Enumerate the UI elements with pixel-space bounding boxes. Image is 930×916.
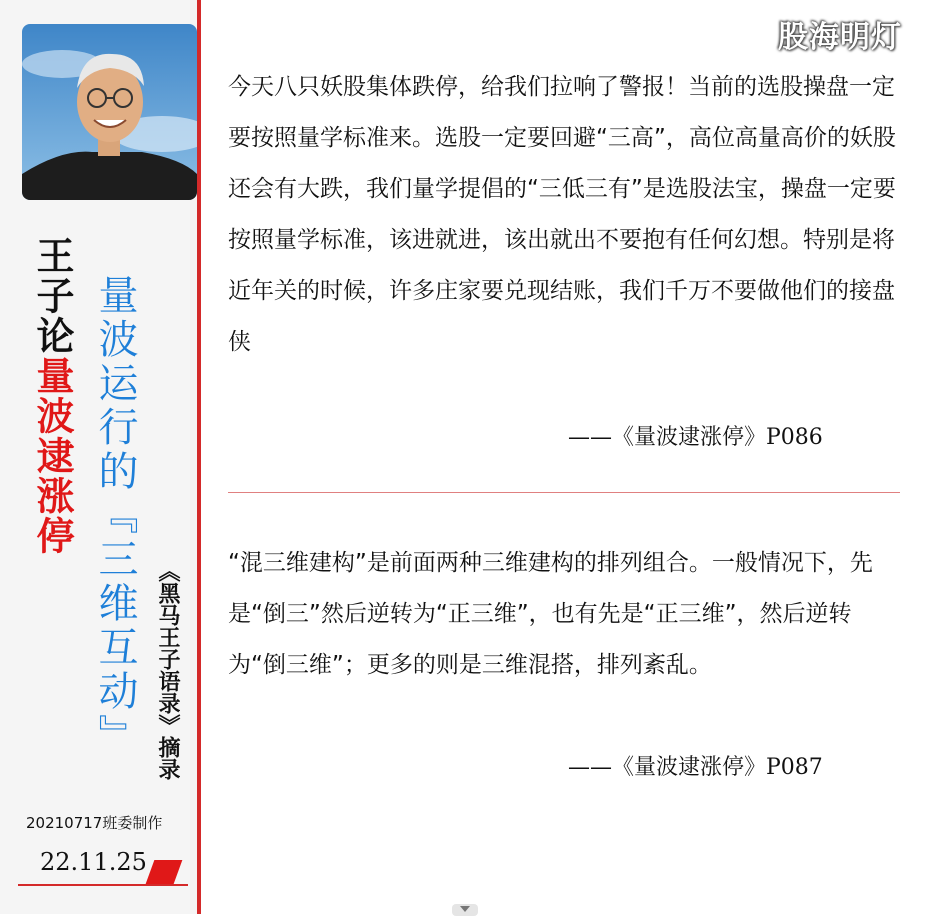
date-flag-decoration — [146, 860, 183, 884]
sidebar — [0, 0, 197, 914]
portrait-photo — [22, 24, 197, 200]
date-underline — [18, 884, 188, 886]
main-title-red: 量波逮涨停 — [30, 356, 74, 556]
subtitle: 量波运行的『三维互动』 — [92, 274, 138, 758]
sidebar-divider — [197, 0, 201, 914]
chevron-down-icon — [460, 906, 470, 912]
quote-citation-2: ——《量波逮涨停》P087 — [568, 755, 823, 780]
quote-citation-1: ——《量波逮涨停》P086 — [568, 425, 823, 450]
brand-watermark: 股海明灯 — [778, 20, 902, 55]
main-title-black: 王子论 — [30, 236, 74, 356]
section-separator — [228, 492, 900, 493]
date-label: 22.11.25 — [40, 848, 147, 876]
source-label: 《黑马王子语录》摘录 — [155, 560, 181, 780]
maker-label: 20210717班委制作 — [26, 814, 163, 832]
scroll-down-button[interactable] — [452, 904, 478, 916]
quote-text-1: 今天八只妖股集体跌停，给我们拉响了警报！当前的选股操盘一定要按照量学标准来。选股一定要回避“三高”，高位高量高价的妖股还会有大跌，我们量学提倡的“三低三有”是选股法宝，操盘一定要按照量学标准，该进就进，该出就出不要抱有任何幻想。特别是将近年关的时候，许多庄家要兑现结账，我们千万不要做他们的接盘侠 — [228, 74, 896, 355]
main-title — [30, 236, 74, 556]
quote-text-2: “混三维建构”是前面两种三维建构的排列组合。一般情况下，先是“倒三”然后逆转为“正三维”，也有先是“正三维”，然后逆转为“倒三维”；更多的则是三维混搭，排列紊乱。 — [228, 550, 873, 678]
author-portrait — [22, 24, 197, 200]
